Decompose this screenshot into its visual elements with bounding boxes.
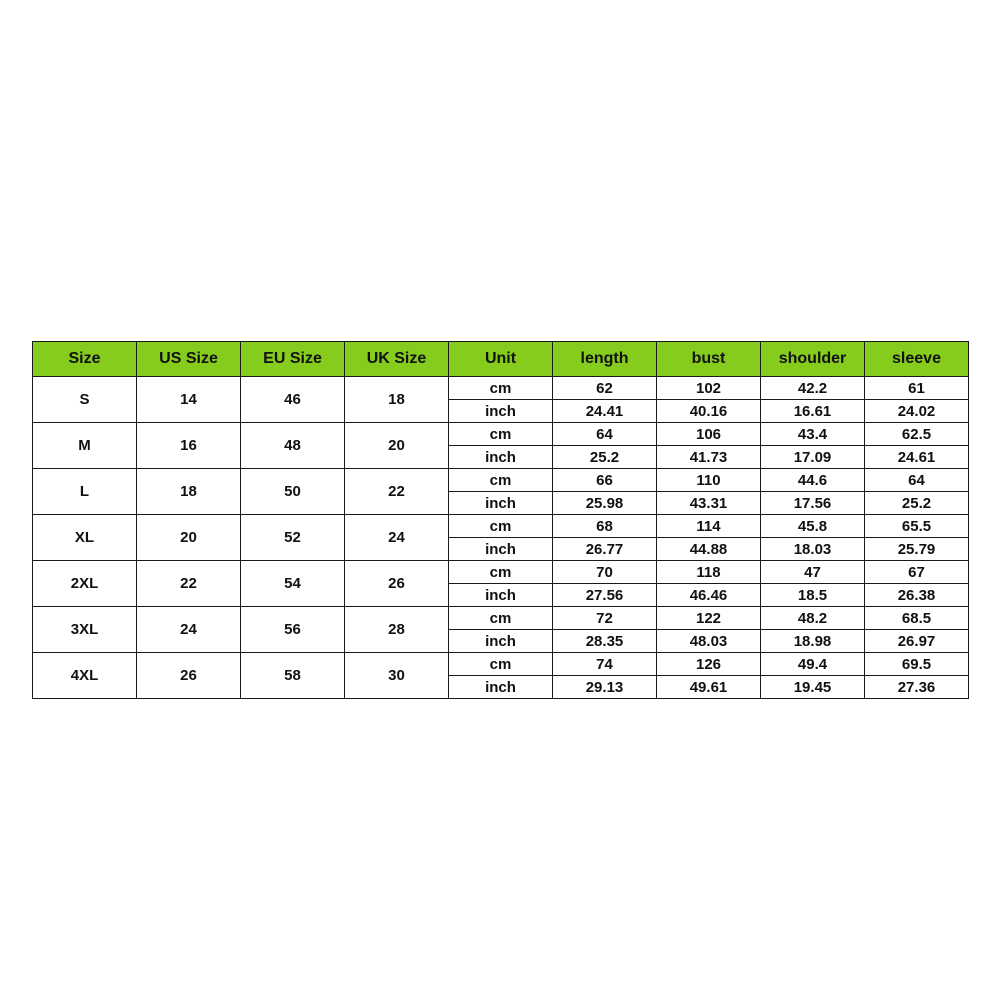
header-sleeve: sleeve xyxy=(865,342,969,377)
shoulder-cell: 48.2 xyxy=(761,607,865,630)
unit-cell: inch xyxy=(449,400,553,423)
table-row xyxy=(33,515,969,538)
size-cell: L xyxy=(33,469,137,515)
sleeve-cell: 24.02 xyxy=(865,400,969,423)
eu-size-cell: 56 xyxy=(241,607,345,653)
unit-cell: cm xyxy=(449,653,553,676)
bust-cell: 49.61 xyxy=(657,676,761,699)
unit-cell: inch xyxy=(449,446,553,469)
eu-size-cell: 58 xyxy=(241,653,345,699)
length-cell: 29.13 xyxy=(553,676,657,699)
sleeve-cell: 25.2 xyxy=(865,492,969,515)
size-cell: M xyxy=(33,423,137,469)
shoulder-cell: 42.2 xyxy=(761,377,865,400)
bust-cell: 43.31 xyxy=(657,492,761,515)
eu-size-cell: 46 xyxy=(241,377,345,423)
size-chart-body xyxy=(33,377,969,699)
table-row xyxy=(33,377,969,400)
uk-size-cell: 18 xyxy=(345,377,449,423)
size-cell: 4XL xyxy=(33,653,137,699)
shoulder-cell: 43.4 xyxy=(761,423,865,446)
table-row xyxy=(33,607,969,630)
unit-cell: cm xyxy=(449,469,553,492)
length-cell: 24.41 xyxy=(553,400,657,423)
length-cell: 72 xyxy=(553,607,657,630)
uk-size-cell: 24 xyxy=(345,515,449,561)
unit-cell: cm xyxy=(449,423,553,446)
uk-size-cell: 28 xyxy=(345,607,449,653)
uk-size-cell: 20 xyxy=(345,423,449,469)
table-row xyxy=(33,469,969,492)
sleeve-cell: 27.36 xyxy=(865,676,969,699)
header-uk-size: UK Size xyxy=(345,342,449,377)
bust-cell: 114 xyxy=(657,515,761,538)
uk-size-cell: 26 xyxy=(345,561,449,607)
sleeve-cell: 65.5 xyxy=(865,515,969,538)
length-cell: 25.2 xyxy=(553,446,657,469)
sleeve-cell: 67 xyxy=(865,561,969,584)
us-size-cell: 18 xyxy=(137,469,241,515)
sleeve-cell: 68.5 xyxy=(865,607,969,630)
us-size-cell: 22 xyxy=(137,561,241,607)
shoulder-cell: 49.4 xyxy=(761,653,865,676)
header-shoulder: shoulder xyxy=(761,342,865,377)
eu-size-cell: 48 xyxy=(241,423,345,469)
header-us-size: US Size xyxy=(137,342,241,377)
unit-cell: cm xyxy=(449,561,553,584)
bust-cell: 41.73 xyxy=(657,446,761,469)
unit-cell: inch xyxy=(449,538,553,561)
sleeve-cell: 26.97 xyxy=(865,630,969,653)
sleeve-cell: 62.5 xyxy=(865,423,969,446)
shoulder-cell: 44.6 xyxy=(761,469,865,492)
uk-size-cell: 30 xyxy=(345,653,449,699)
length-cell: 28.35 xyxy=(553,630,657,653)
header-eu-size: EU Size xyxy=(241,342,345,377)
uk-size-cell: 22 xyxy=(345,469,449,515)
table-row xyxy=(33,561,969,584)
bust-cell: 126 xyxy=(657,653,761,676)
header-unit: Unit xyxy=(449,342,553,377)
eu-size-cell: 54 xyxy=(241,561,345,607)
bust-cell: 40.16 xyxy=(657,400,761,423)
bust-cell: 106 xyxy=(657,423,761,446)
shoulder-cell: 18.03 xyxy=(761,538,865,561)
unit-cell: cm xyxy=(449,515,553,538)
us-size-cell: 16 xyxy=(137,423,241,469)
bust-cell: 122 xyxy=(657,607,761,630)
size-chart-table xyxy=(32,341,969,699)
sleeve-cell: 25.79 xyxy=(865,538,969,561)
us-size-cell: 14 xyxy=(137,377,241,423)
size-cell: S xyxy=(33,377,137,423)
bust-cell: 102 xyxy=(657,377,761,400)
sleeve-cell: 61 xyxy=(865,377,969,400)
length-cell: 27.56 xyxy=(553,584,657,607)
bust-cell: 46.46 xyxy=(657,584,761,607)
shoulder-cell: 17.09 xyxy=(761,446,865,469)
header-length: length xyxy=(553,342,657,377)
unit-cell: cm xyxy=(449,377,553,400)
eu-size-cell: 52 xyxy=(241,515,345,561)
unit-cell: inch xyxy=(449,676,553,699)
us-size-cell: 20 xyxy=(137,515,241,561)
us-size-cell: 26 xyxy=(137,653,241,699)
table-row xyxy=(33,423,969,446)
header-size: Size xyxy=(33,342,137,377)
length-cell: 25.98 xyxy=(553,492,657,515)
length-cell: 64 xyxy=(553,423,657,446)
size-cell: 2XL xyxy=(33,561,137,607)
us-size-cell: 24 xyxy=(137,607,241,653)
shoulder-cell: 47 xyxy=(761,561,865,584)
shoulder-cell: 18.98 xyxy=(761,630,865,653)
length-cell: 68 xyxy=(553,515,657,538)
eu-size-cell: 50 xyxy=(241,469,345,515)
bust-cell: 110 xyxy=(657,469,761,492)
header-bust: bust xyxy=(657,342,761,377)
length-cell: 62 xyxy=(553,377,657,400)
shoulder-cell: 17.56 xyxy=(761,492,865,515)
size-cell: XL xyxy=(33,515,137,561)
sleeve-cell: 26.38 xyxy=(865,584,969,607)
sleeve-cell: 24.61 xyxy=(865,446,969,469)
sleeve-cell: 69.5 xyxy=(865,653,969,676)
bust-cell: 48.03 xyxy=(657,630,761,653)
header-row xyxy=(33,342,969,377)
unit-cell: cm xyxy=(449,607,553,630)
shoulder-cell: 45.8 xyxy=(761,515,865,538)
bust-cell: 44.88 xyxy=(657,538,761,561)
sleeve-cell: 64 xyxy=(865,469,969,492)
size-cell: 3XL xyxy=(33,607,137,653)
shoulder-cell: 16.61 xyxy=(761,400,865,423)
bust-cell: 118 xyxy=(657,561,761,584)
unit-cell: inch xyxy=(449,630,553,653)
length-cell: 70 xyxy=(553,561,657,584)
shoulder-cell: 19.45 xyxy=(761,676,865,699)
unit-cell: inch xyxy=(449,584,553,607)
length-cell: 74 xyxy=(553,653,657,676)
shoulder-cell: 18.5 xyxy=(761,584,865,607)
length-cell: 66 xyxy=(553,469,657,492)
unit-cell: inch xyxy=(449,492,553,515)
length-cell: 26.77 xyxy=(553,538,657,561)
table-row xyxy=(33,653,969,676)
